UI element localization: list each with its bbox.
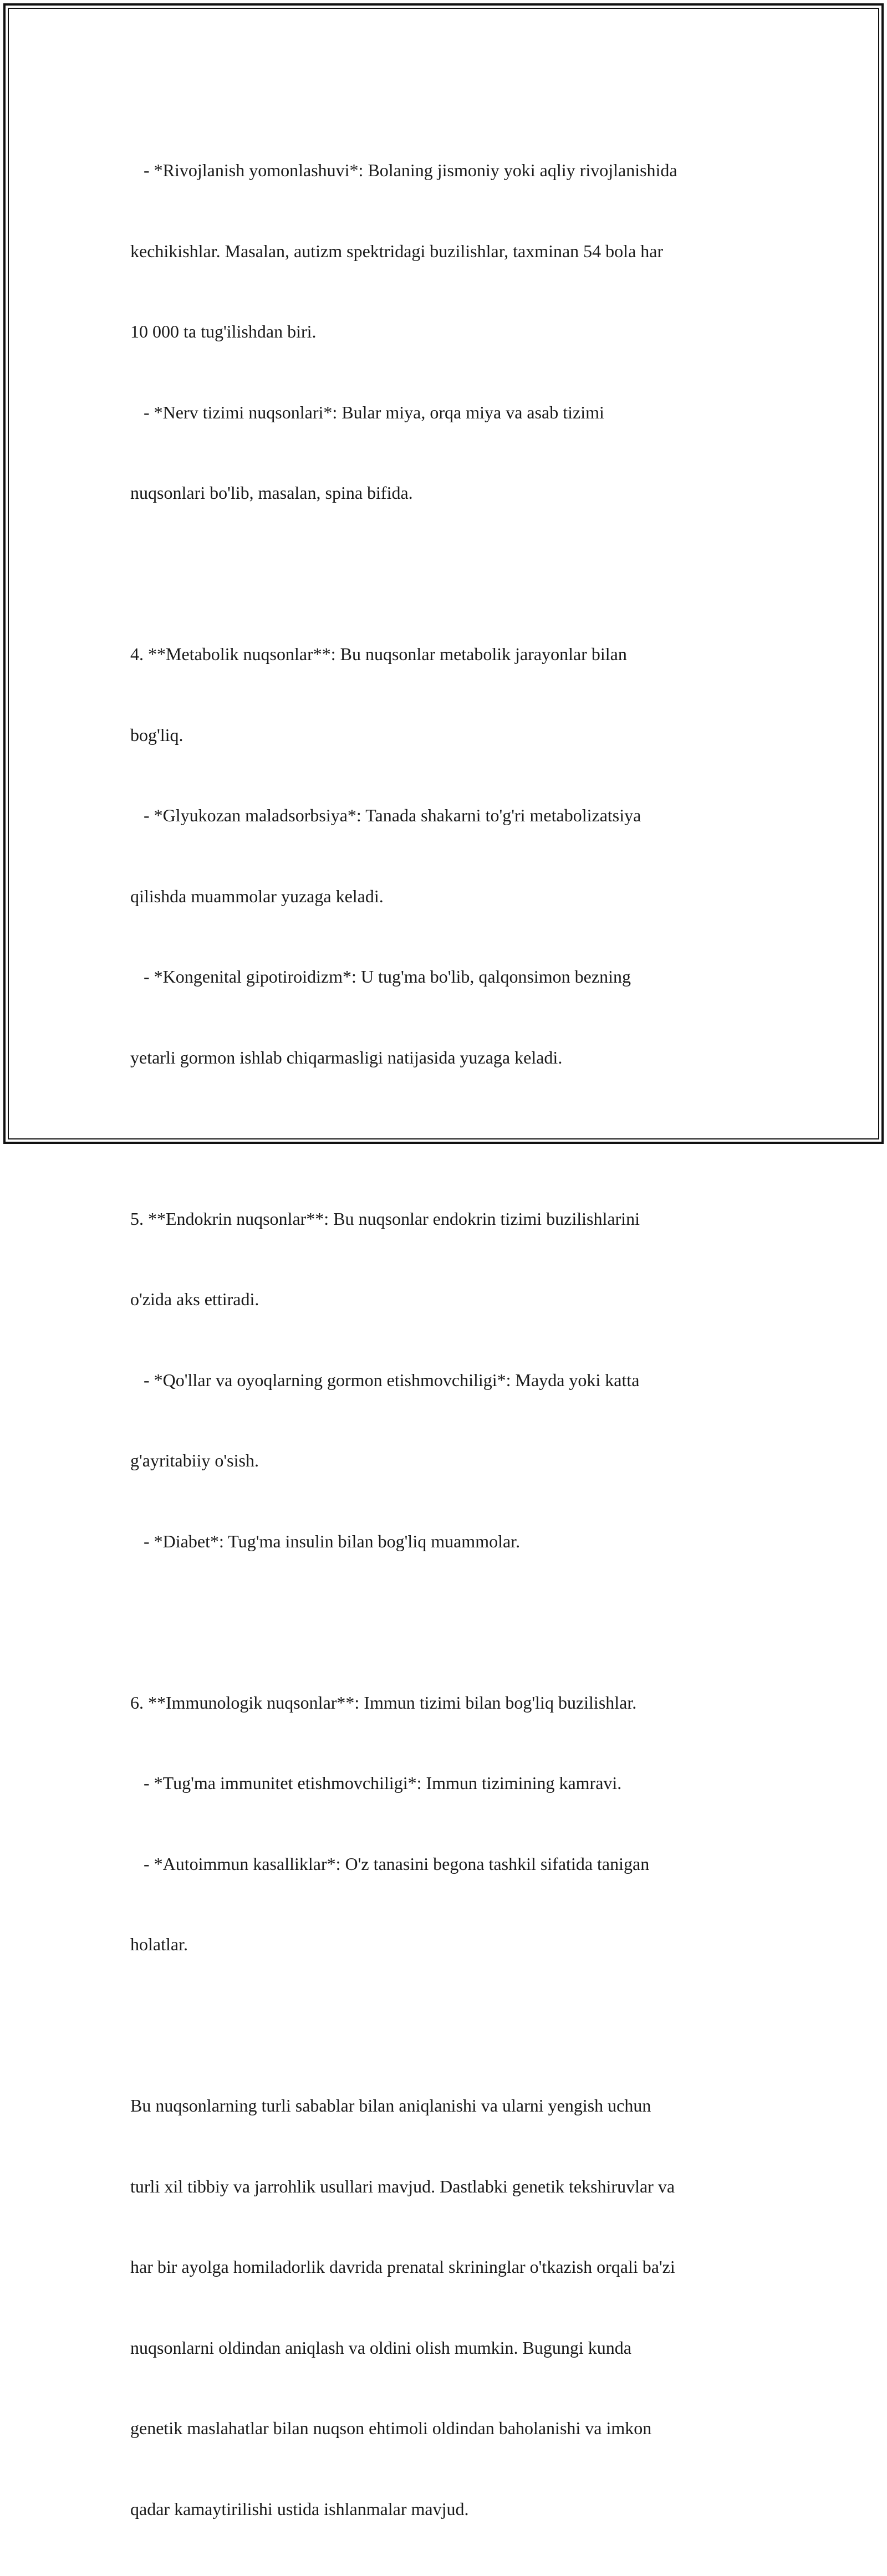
text-line: - *Glyukozan maladsorbsiya*: Tanada shakarni to'g'ri metabolizatsiya bbox=[130, 805, 641, 825]
text-line: bog'liq. bbox=[130, 724, 183, 745]
blank-line bbox=[130, 560, 762, 587]
text-line: turli xil tibbiy va jarrohlik usullari mavjud. Dastlabki genetik tekshiruvlar va bbox=[130, 2176, 675, 2196]
text-line: g'ayritabiiy o'sish. bbox=[130, 1450, 259, 1470]
text-line: genetik maslahatlar bilan nuqson ehtimoli oldindan baholanishi va imkon bbox=[130, 2418, 652, 2438]
text-line: 5. **Endokrin nuqsonlar**: Bu nuqsonlar endokrin tizimi buzilishlarini bbox=[130, 1208, 640, 1229]
text-line: - *Nerv tizimi nuqsonlari*: Bular miya, orqa miya va asab tizimi bbox=[130, 402, 604, 422]
text-line: - *Tug'ma immunitet etishmovchiligi*: Immun tizimining kamravi. bbox=[130, 1773, 622, 1793]
blank-line bbox=[130, 1125, 762, 1152]
text-line: 10 000 ta tug'ilishdan biri. bbox=[130, 321, 317, 341]
text-line: qilishda muammolar yuzaga keladi. bbox=[130, 886, 384, 906]
text-line: nuqsonlarni oldindan aniqlash va oldini olish mumkin. Bugungi kunda bbox=[130, 2337, 631, 2358]
text-line: - *Kongenital gipotiroidizm*: U tug'ma bo'lib, qalqonsimon bezning bbox=[130, 967, 631, 987]
text-line: nuqsonlari bo'lib, masalan, spina bifida. bbox=[130, 483, 413, 503]
text-line: yetarli gormon ishlab chiqarmasligi natijasida yuzaga keladi. bbox=[130, 1047, 563, 1067]
text-line: o'zida aks ettiradi. bbox=[130, 1289, 259, 1309]
text-line: holatlar. bbox=[130, 1934, 188, 1954]
text-line: - *Rivojlanish yomonlashuvi*: Bolaning jismoniy yoki aqliy rivojlanishida bbox=[130, 160, 677, 180]
text-line: - *Autoimmun kasalliklar*: O'z tanasini begona tashkil sifatida tanigan bbox=[130, 1853, 650, 1874]
text-line: qadar kamaytirilishi ustida ishlanmalar mavjud. bbox=[130, 2498, 469, 2519]
text-line: 6. **Immunologik nuqsonlar**: Immun tizimi bilan bog'liq buzilishlar. bbox=[130, 1692, 637, 1713]
text-line: - *Diabet*: Tug'ma insulin bilan bog'liq muammolar. bbox=[130, 1531, 521, 1551]
text-line: Bu nuqsonlarning turli sabablar bilan aniqlanishi va ularni yengish uchun bbox=[130, 2095, 651, 2115]
blank-line bbox=[130, 2012, 762, 2039]
text-line: 4. **Metabolik nuqsonlar**: Bu nuqsonlar metabolik jarayonlar bilan bbox=[130, 644, 627, 664]
text-line: kechikishlar. Masalan, autizm spektridagi buzilishlar, taxminan 54 bola har bbox=[130, 241, 664, 261]
document-body bbox=[130, 103, 762, 2576]
text-line: - *Qo'llar va oyoqlarning gormon etishmovchiligi*: Mayda yoki katta bbox=[130, 1369, 640, 1390]
text-line: har bir ayolga homiladorlik davrida prenatal skrininglar o'tkazish orqali ba'zi bbox=[130, 2257, 675, 2277]
blank-line bbox=[130, 1608, 762, 1635]
